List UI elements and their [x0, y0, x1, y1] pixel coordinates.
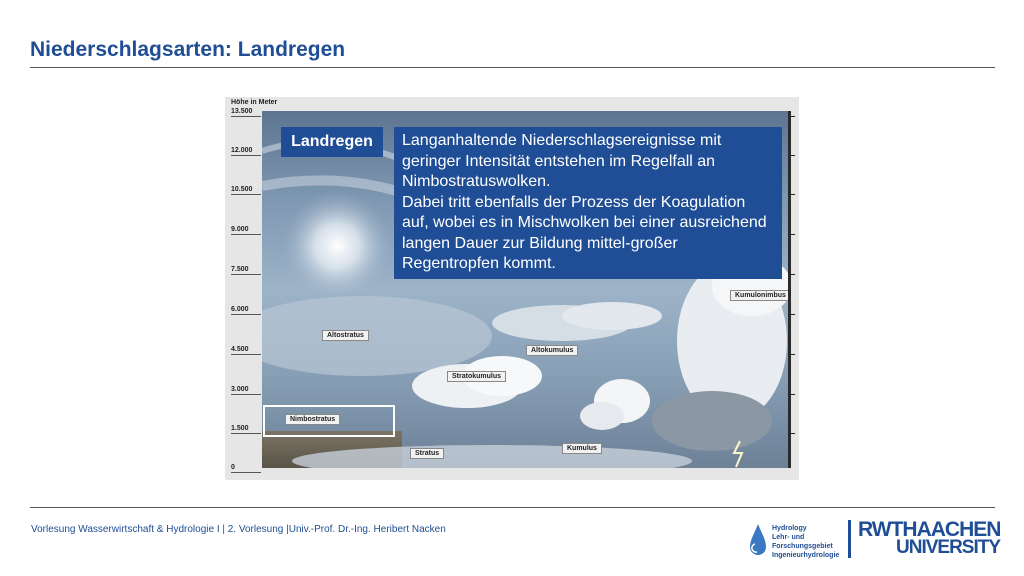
altostratus-layer — [262, 296, 492, 376]
tick-line — [231, 194, 261, 195]
tick-line — [231, 116, 261, 117]
tick-label: 9.000 — [231, 226, 249, 233]
right-tick — [788, 274, 795, 275]
top-divider — [30, 67, 995, 68]
right-tick — [788, 433, 795, 434]
tick-label: 1.500 — [231, 425, 249, 432]
label-kumulonimbus: Kumulonimbus — [730, 290, 788, 301]
tick-label: 0 — [231, 464, 235, 471]
tick-line — [231, 274, 261, 275]
axis-title: Höhe in Meter — [231, 99, 278, 106]
nimbostratus-highlight — [263, 405, 395, 437]
tick-line — [231, 472, 261, 473]
tick-line — [231, 155, 261, 156]
tick-label: 7.500 — [231, 266, 249, 273]
landregen-label: Landregen — [281, 127, 383, 157]
tick-label: 13.500 — [231, 108, 253, 115]
label-stratokumulus: Stratokumulus — [447, 371, 506, 382]
tick-line — [231, 354, 261, 355]
right-tick — [788, 354, 795, 355]
label-altostratus: Altostratus — [322, 330, 369, 341]
sun-halo — [282, 191, 392, 301]
footer-text: Vorlesung Wasserwirtschaft & Hydrologie I | 2. Vorlesung |Univ.-Prof. Dr.-Ing. Heribert Nacken — [31, 524, 446, 535]
tick-label: 4.500 — [231, 346, 249, 353]
description-text: Langanhaltende Niederschlagsereignisse mit geringer Intensität entstehen im Regelfall an Nimbostratuswolken. Dabei tritt ebenfalls der Prozess der Koagulation auf, wobei es in Mischwolken bei einer ausreichend langen Dauer zur Bildung mittel-großer Regentropfen kommt. — [402, 132, 767, 272]
right-tick — [788, 234, 795, 235]
tick-label: 3.000 — [231, 386, 249, 393]
logo-separator — [848, 520, 851, 558]
tick-line — [231, 394, 261, 395]
label-nimbostratus: Nimbostratus — [285, 414, 340, 425]
hydrology-logo — [748, 520, 844, 562]
right-tick — [788, 314, 795, 315]
altokumulus-cloud — [562, 302, 662, 330]
right-tick — [788, 194, 795, 195]
tick-label: 6.000 — [231, 306, 249, 313]
tick-line — [231, 234, 261, 235]
label-stratus: Stratus — [410, 448, 444, 459]
right-tick — [788, 155, 795, 156]
landregen-description — [394, 127, 782, 279]
tick-line — [231, 433, 261, 434]
hydrology-logo-text: Hydrology Lehr- und Forschungsgebiet Ingenieurhydrologie — [772, 525, 840, 559]
tick-label: 12.000 — [231, 147, 253, 154]
bottom-divider — [30, 507, 995, 508]
label-altokumulus: Altokumulus — [526, 345, 578, 356]
slide-title: Niederschlagsarten: Landregen — [30, 38, 346, 61]
right-tick — [788, 394, 795, 395]
rwth-logo — [858, 518, 1001, 560]
kumulus-cloud — [580, 402, 624, 430]
water-drop-icon — [748, 522, 768, 558]
label-kumulus: Kumulus — [562, 443, 602, 454]
right-tick — [788, 116, 795, 117]
rwth-logo-line1: RWTHAACHEN — [858, 518, 1001, 541]
tick-line — [231, 314, 261, 315]
tick-label: 10.500 — [231, 186, 253, 193]
rwth-logo-line2: UNIVERSITY — [896, 537, 1001, 558]
kumulonimbus-base — [652, 391, 772, 451]
right-axis-bar — [788, 111, 791, 468]
